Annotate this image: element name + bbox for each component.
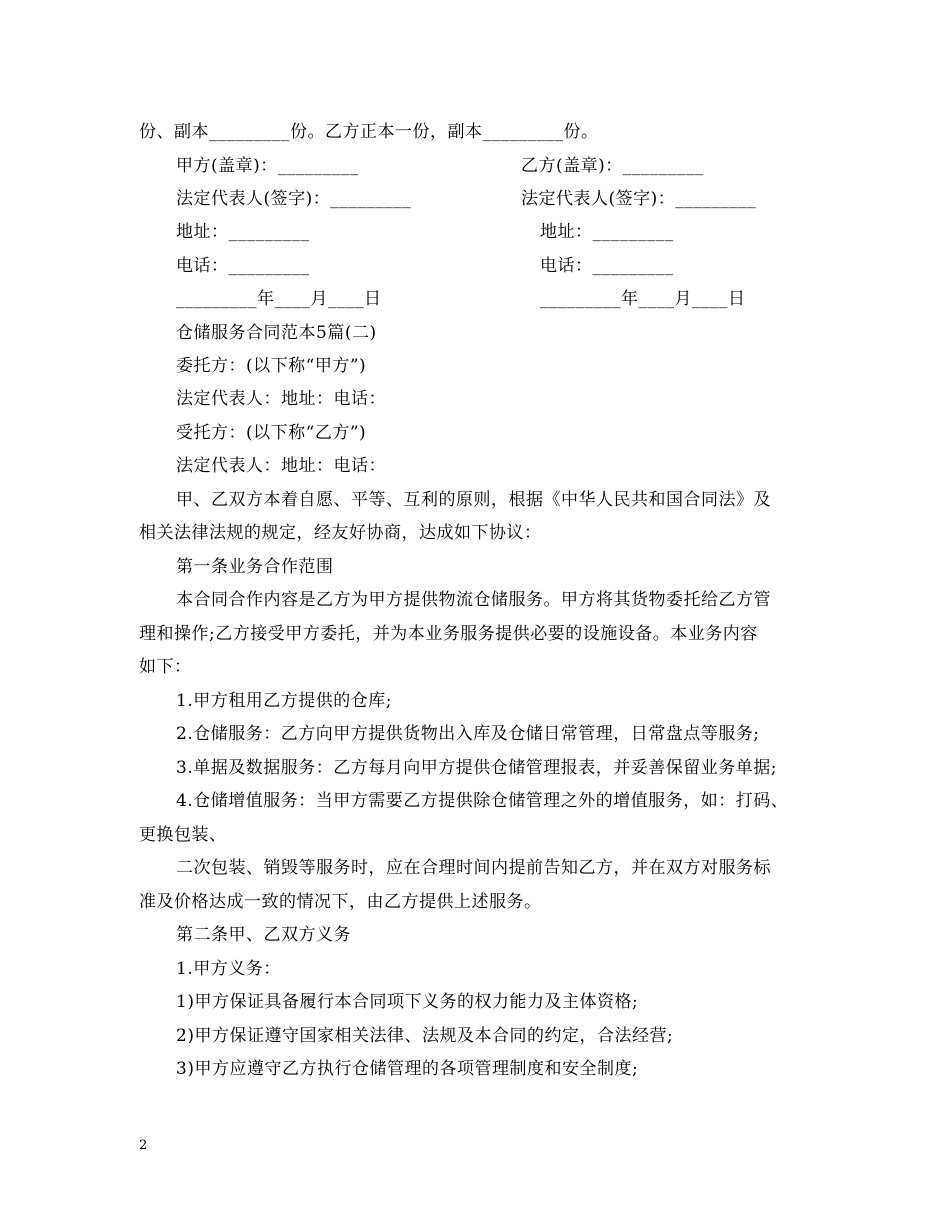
list-item: 3)甲方应遵守乙方执行仓储管理的各项管理制度和安全制度; bbox=[176, 1059, 639, 1079]
text-line: 相关法律法规的规定，经友好协商，达成如下协议： bbox=[139, 523, 542, 543]
text-line: 受托方：(以下称“乙方”) bbox=[176, 423, 367, 443]
text-line: 二次包装、销毁等服务时，应在合理时间内提前告知乙方，并在双方对服务标 bbox=[176, 858, 771, 878]
text-line: 委托方：(以下称“甲方”) bbox=[176, 356, 367, 376]
clause-heading: 第一条业务合作范围 bbox=[176, 557, 334, 577]
signature-party-a-representative: 法定代表人(签字)：_________ bbox=[176, 189, 412, 209]
list-item: 1.甲方义务： bbox=[176, 959, 281, 979]
clause-heading: 第二条甲、乙双方义务 bbox=[176, 925, 351, 945]
page-number: 2 bbox=[139, 1138, 148, 1153]
signature-party-b-phone: 电话：_________ bbox=[540, 256, 674, 276]
signature-party-a-phone: 电话：_________ bbox=[176, 256, 310, 276]
text-line: 法定代表人：地址：电话： bbox=[176, 389, 386, 409]
signature-party-b-representative: 法定代表人(签字)：_________ bbox=[521, 189, 757, 209]
text-line: 本合同合作内容是乙方为甲方提供物流仓储服务。甲方将其货物委托给乙方管 bbox=[176, 590, 771, 610]
text-line: 甲、乙双方本着自愿、平等、互利的原则，根据《中华人民共和国合同法》及 bbox=[176, 490, 771, 510]
text-line: 更换包装、 bbox=[139, 825, 227, 845]
list-item: 1)甲方保证具备履行本合同项下义务的权力能力及主体资格; bbox=[176, 992, 639, 1012]
text-line: 份、副本_________份。乙方正本一份，副本_________份。 bbox=[139, 122, 599, 142]
list-item: 2)甲方保证遵守国家相关法律、法规及本合同的约定，合法经营; bbox=[176, 1026, 674, 1046]
signature-party-b-seal: 乙方(盖章)：_________ bbox=[521, 156, 704, 176]
section-title: 仓储服务合同范本5篇(二) bbox=[176, 323, 377, 343]
signature-party-b-address: 地址：_________ bbox=[540, 222, 674, 242]
list-item: 1.甲方租用乙方提供的仓库; bbox=[176, 691, 392, 711]
signature-party-a-date: _________年____月____日 bbox=[176, 289, 382, 309]
list-item: 2.仓储服务：乙方向甲方提供货物出入库及仓储日常管理，日常盘点等服务; bbox=[176, 724, 760, 744]
text-line: 如下： bbox=[139, 657, 192, 677]
text-line: 法定代表人：地址：电话： bbox=[176, 456, 386, 476]
text-line: 准及价格达成一致的情况下，由乙方提供上述服务。 bbox=[139, 892, 542, 912]
text-line: 理和操作;乙方接受甲方委托，并为本业务服务提供必要的设施设备。本业务内容 bbox=[139, 624, 758, 644]
signature-party-a-address: 地址：_________ bbox=[176, 222, 310, 242]
signature-party-b-date: _________年____月____日 bbox=[540, 289, 746, 309]
signature-party-a-seal: 甲方(盖章)：_________ bbox=[176, 156, 359, 176]
list-item: 4.仓储增值服务：当甲方需要乙方提供除仓储管理之外的增值服务，如：打码、 bbox=[176, 791, 789, 811]
list-item: 3.单据及数据服务：乙方每月向甲方提供仓储管理报表，并妥善保留业务单据; bbox=[176, 758, 777, 778]
